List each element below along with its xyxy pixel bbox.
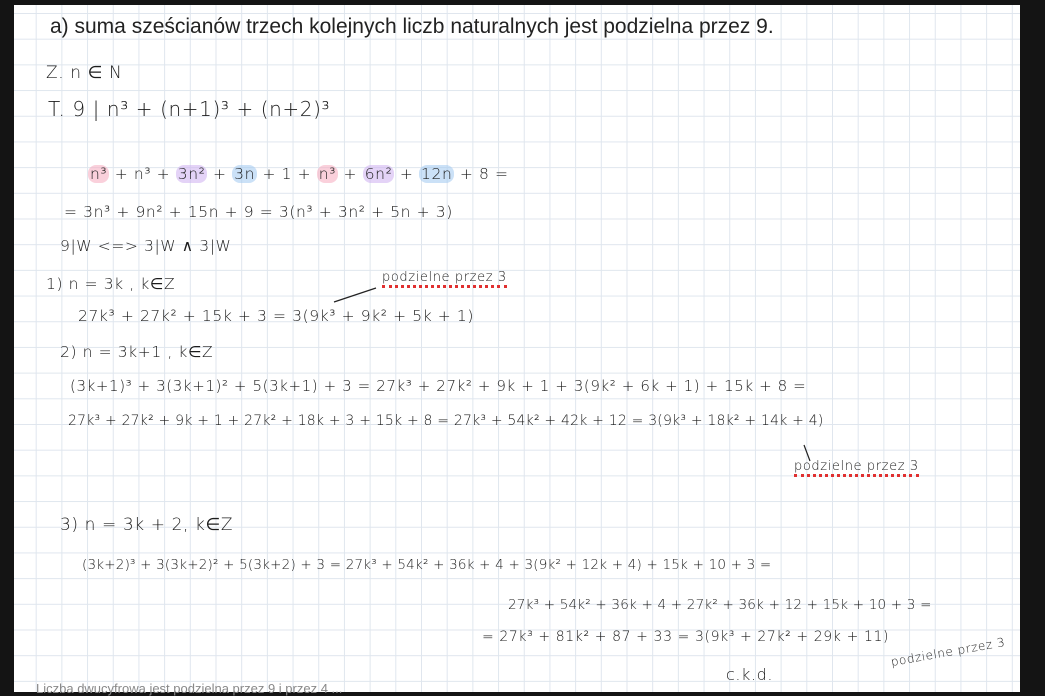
highlight-pink: n³: [318, 165, 337, 183]
case3-equation-2: 27k³ + 54k² + 36k + 4 + 27k² + 36k + 12 + 15k + 10 + 3 =: [508, 597, 932, 613]
case3-header: 3) n = 3k + 2, k∈Z: [60, 515, 234, 535]
case1-note-text: podzielne przez 3: [382, 270, 507, 288]
case1-equation: 27k³ + 27k² + 15k + 3 = 3(9k³ + 9k² + 5k + 1): [78, 307, 475, 325]
case1-note: [382, 270, 507, 285]
highlight-lavender: 6n²: [364, 165, 393, 183]
highlight-lavender: 3n²: [177, 165, 206, 183]
divisibility-line: 9|W <=> 3|W ∧ 3|W: [60, 237, 232, 255]
thesis-line: T. 9 | n³ + (n+1)³ + (n+2)³: [48, 97, 331, 121]
case2-equation-2: 27k³ + 27k² + 9k + 1 + 27k² + 18k + 3 + 15k + 8 = 27k³ + 54k² + 42k + 12 = 3(9k³ + 18k² + 14k + 4): [68, 413, 824, 429]
case1-header: 1) n = 3k , k∈Z: [46, 275, 176, 293]
footer-text: Liczba dwucyfrowa jest podzielna przez 9 i przez 4 ...: [36, 681, 343, 696]
highlight-pink: n³: [90, 165, 108, 183]
case2-note: [794, 459, 919, 474]
assumption-line: Z. n ∈ N: [46, 63, 123, 83]
case3-equation-1: (3k+2)³ + 3(3k+2)² + 5(3k+2) + 3 = 27k³ + 54k² + 36k + 4 + 3(9k² + 12k + 4) + 15k + 10 + 3 =: [82, 557, 772, 573]
notes-page: [14, 5, 1020, 692]
qed-mark: c.k.d.: [726, 665, 774, 684]
highlight-blue: 3n: [234, 165, 256, 183]
case3-note: podzielne przez 3: [889, 635, 1007, 669]
case2-note-text: podzielne przez 3: [794, 459, 919, 477]
case2-header: 2) n = 3k+1 , k∈Z: [60, 343, 214, 361]
simplified-line: = 3n³ + 9n² + 15n + 9 = 3(n³ + 3n² + 5n + 3): [64, 203, 453, 221]
case2-equation-1: (3k+1)³ + 3(3k+1)² + 5(3k+1) + 3 = 27k³ + 27k² + 9k + 1 + 3(9k² + 6k + 1) + 15k + 8 =: [70, 377, 807, 395]
case3-equation-3: = 27k³ + 81k² + 87 + 33 = 3(9k³ + 27k² + 29k + 11): [482, 629, 890, 645]
case1-pointer-line: [332, 285, 382, 305]
expansion-line: n³ + n³ + 3n² + 3n + 1 + n³ + 6n² + 12n + 8 =: [90, 165, 509, 183]
page-title: a) suma sześcianów trzech kolejnych liczb naturalnych jest podzielna przez 9.: [50, 15, 774, 38]
highlight-blue: 12n: [421, 165, 453, 183]
